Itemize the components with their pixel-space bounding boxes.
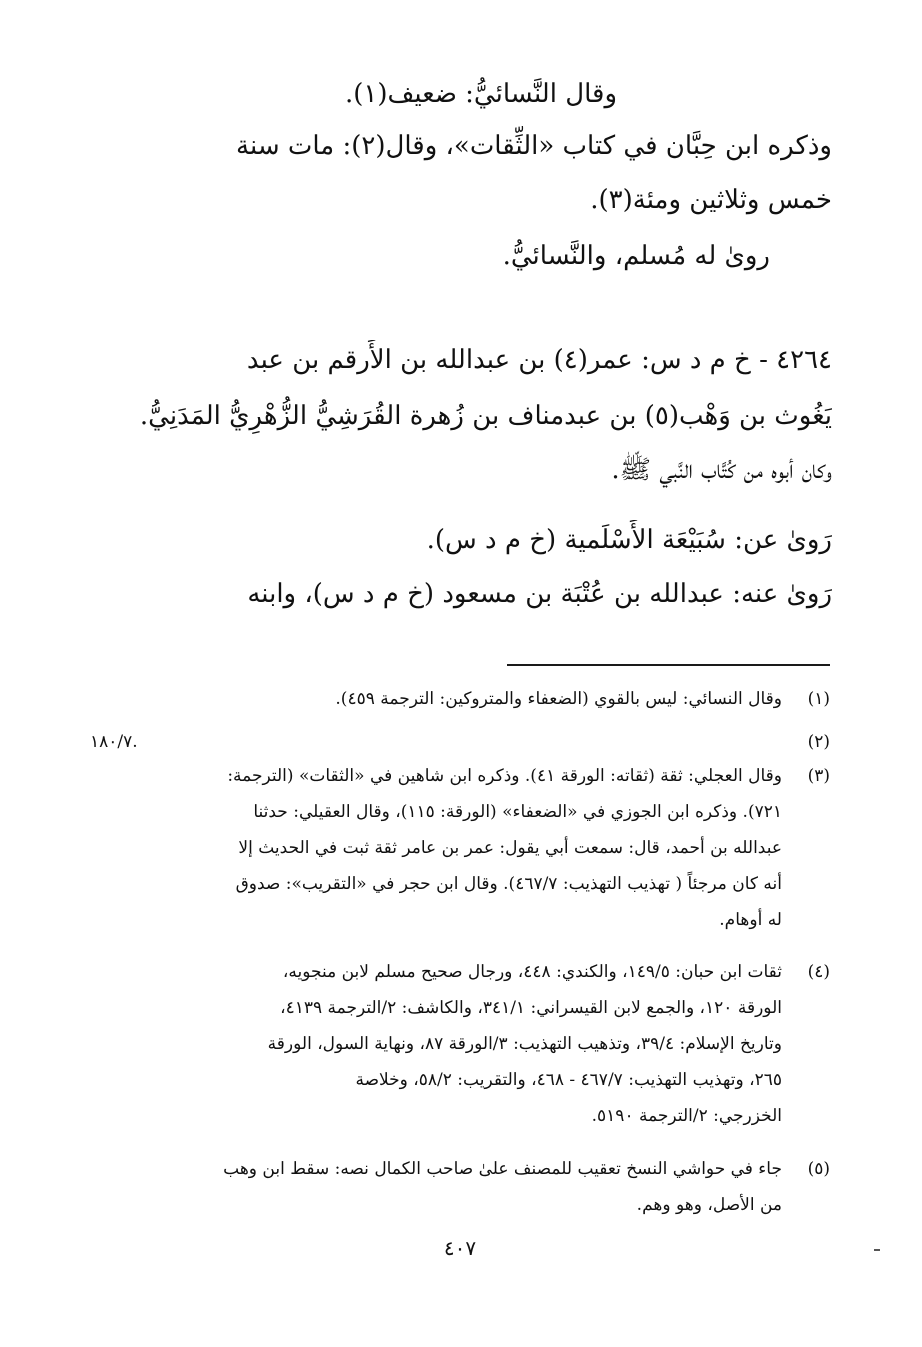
footnote-line: له أوهام. — [719, 910, 782, 930]
footnote-line: الخزرجي: ٢/الترجمة ٥١٩٠. — [591, 1106, 782, 1126]
narration-by-line: رَوىٰ عنه: عبدالله بن عُتْبَة بن مسعود (خ م د س)، وابنه — [247, 579, 832, 609]
main-text-line: يَغُوث بن وَهْب(٥) بن عبدمناف بن زُهرة القُرَشِيُّ الزُّهْرِيُّ المَدَنِيُّ. — [139, 401, 832, 431]
footnote-number: (٤) — [807, 962, 830, 982]
footnote-4 — [90, 959, 830, 1149]
footnote-line: ٧٢١). وذكره ابن الجوزي في «الضعفاء» (الورقة: ١١٥)، وقال العقيلي: حدثنا — [253, 802, 782, 822]
footnote-line: من الأصل، وهو وهم. — [636, 1195, 782, 1215]
main-text-line: روىٰ له مُسلم، والنَّسائيُّ. — [502, 241, 770, 271]
entry-heading-line: ٤٢٦٤ - خ م د س: عمر(٤) بن عبدالله بن الأَرقم بن عبد — [246, 345, 832, 375]
main-text-line: وكان أبوه من كُتَّاب النَّبي ﷺ. — [611, 455, 832, 485]
footnote-line: أنه كان مرجئاً ( تهذيب التهذيب: ٤٦٧/٧). وقال ابن حجر في «التقريب»: صدوق — [235, 874, 782, 894]
page-number: ٤٠٧ — [443, 1236, 477, 1260]
footnote-line: وقال النسائي: ليس بالقوي (الضعفاء والمتروكين: الترجمة ٤٥٩). — [335, 689, 782, 709]
footnote-line: وقال العجلي: ثقة (ثقاته: الورقة ٤١). وذكره ابن شاهين في «الثقات» (الترجمة: — [227, 766, 782, 786]
footnote-3 — [90, 763, 830, 953]
footnote-5 — [90, 1156, 830, 1226]
narration-from-line: رَوىٰ عن: سُبَيْعَة الأَسْلَمية (خ م د س). — [426, 525, 832, 555]
footnote-number: (٣) — [807, 766, 830, 786]
footnote-separator — [507, 664, 830, 666]
footnote-number: (٢) — [807, 732, 830, 752]
footnote-number: (١) — [807, 689, 830, 709]
footnote-1 — [90, 686, 830, 716]
footnote-number: (٥) — [807, 1159, 830, 1179]
main-text-line: وذكره ابن حِبَّان في كتاب «الثِّقات»، وقال(٢): مات سنة — [236, 131, 832, 161]
main-text-line: خمس وثلاثين ومئة(٣). — [590, 185, 832, 215]
scan-mark — [874, 1249, 880, 1251]
footnote-2 — [90, 729, 830, 759]
footnote-line: جاء في حواشي النسخ تعقيب للمصنف علىٰ صاحب الكمال نصه: سقط ابن وهب — [223, 1159, 782, 1179]
footnote-line: ١٨٠/٧. — [90, 732, 138, 752]
footnote-line: ثقات ابن حبان: ١٤٩/٥، والكندي: ٤٤٨، ورجال صحيح مسلم لابن منجويه، — [282, 962, 782, 982]
footnote-line: ٢٦٥، وتهذيب التهذيب: ٤٦٧/٧ - ٤٦٨، والتقريب: ٥٨/٢، وخلاصة — [355, 1070, 782, 1090]
main-text-line: وقال النَّسائيُّ: ضعيف(١). — [344, 79, 617, 109]
footnote-line: الورقة ١٢٠، والجمع لابن القيسراني: ٣٤١/١، والكاشف: ٢/الترجمة ٤١٣٩، — [280, 998, 782, 1018]
footnote-line: عبدالله بن أحمد، قال: سمعت أبي يقول: عمر بن عامر ثقة ثبت في الحديث إلا — [238, 838, 782, 858]
footnote-line: وتاريخ الإسلام: ٣٩/٤، وتذهيب التهذيب: ٣/الورقة ٨٧، ونهاية السول، الورقة — [267, 1034, 782, 1054]
